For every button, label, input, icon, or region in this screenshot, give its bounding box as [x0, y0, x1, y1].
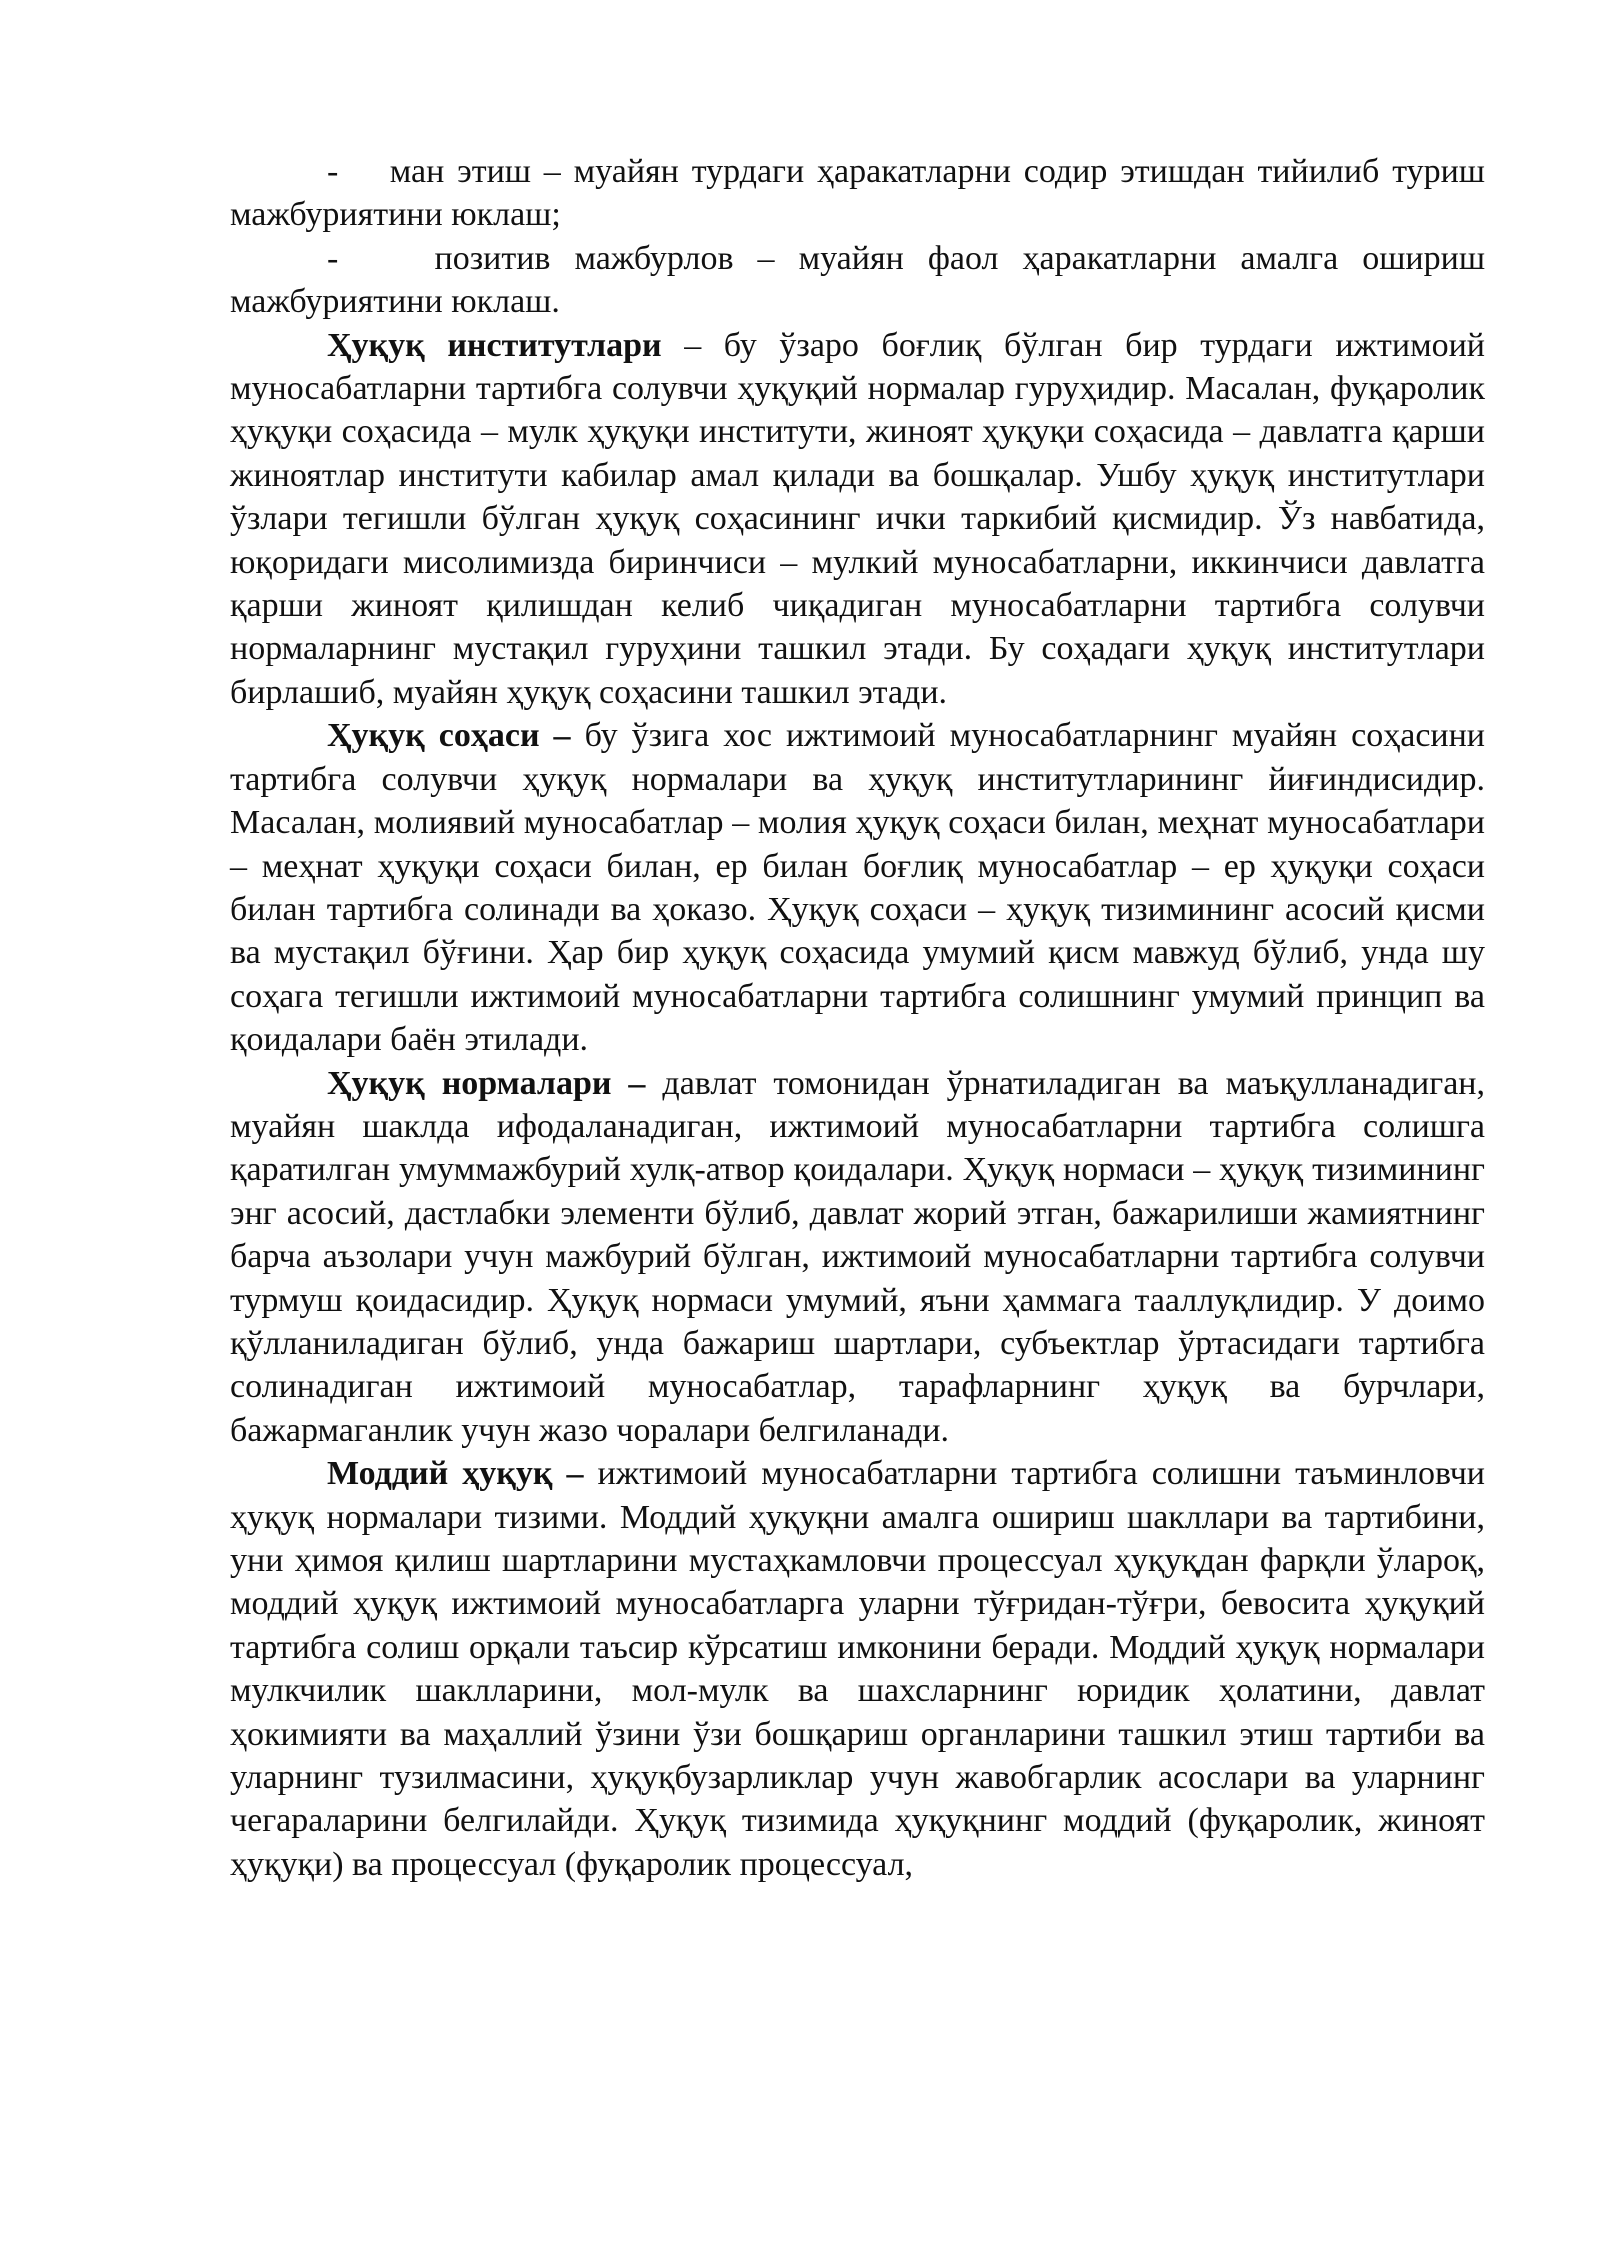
term-heading: Ҳуқуқ институтлари — [327, 326, 662, 364]
list-marker: - — [327, 239, 339, 277]
document-page — [230, 150, 1485, 1886]
paragraph-substantive-law — [230, 1452, 1485, 1886]
paragraph-branch-of-law — [230, 714, 1485, 1061]
term-heading: Ҳуқуқ соҳаси – — [327, 717, 571, 755]
paragraph-text: – бу ўзаро боғлиқ бўлган бир турдаги ижтимоий муносабатларни тартибга солувчи ҳуқуқий нормалар гуруҳидир. Масалан, фуқаролик ҳуқуқи соҳасида – мулк ҳуқуқи институти, жиноят ҳуқуқи соҳасида – давлатга қарши жиноятлар институти кабилар амал қилади ва бошқалар. Ушбу ҳуқуқ институтлари ўзлари тегишли бўлган ҳуқуқ соҳасининг ички таркибий қисмидир. Ўз навбатида, юқоридаги мисолимизда биринчиси – мулкий муносабатларни, иккинчиси давлатга қарши жиноят қилишдан келиб чиқадиган муносабатларни тартибга солувчи нормаларнинг мустақил гуруҳини ташкил этади. Бу соҳадаги ҳуқуқ институтлари бирлашиб, муайян ҳуқуқ соҳасини ташкил этади. — [230, 326, 1485, 711]
term-heading: Моддий ҳуқуқ – — [327, 1455, 584, 1493]
list-item — [230, 237, 1485, 324]
list-item-text: ман этиш – муайян турдаги ҳаракатларни содир этишдан тийилиб туриш мажбуриятини юклаш; — [230, 153, 1485, 234]
paragraph-legal-institutions — [230, 324, 1485, 715]
list-item — [230, 150, 1485, 237]
paragraph-legal-norms — [230, 1062, 1485, 1453]
list-item-text: позитив мажбурлов – муайян фаол ҳаракатларни амалга ошириш мажбуриятини юклаш. — [230, 239, 1486, 321]
paragraph-text: ижтимоий муносабатларни тартибга солишни таъминловчи ҳуқуқ нормалари тизими. Моддий ҳуқуқни амалга ошириш шакллари ва тартибини, уни ҳимоя қилиш шартларини мустаҳкамловчи процессуал ҳуқуқдан фарқли ўлароқ, моддий ҳуқуқ ижтимоий муносабатларга уларни тўғридан-тўғри, бевосита ҳуқуқий тартибга солиш орқали таъсир кўрсатиш имконини беради. Моддий ҳуқуқ нормалари мулкчилик шаклларини, мол-мулк ва шахсларнинг юридик ҳолатини, давлат ҳокимияти ва маҳаллий ўзини ўзи бошқариш органларини ташкил этиш тартиби ва уларнинг тузилмасини, ҳуқуқбузарликлар учун жавобгарлик асослари ва уларнинг чегараларини белгилайди. Ҳуқуқ тизимида ҳуқуқнинг моддий (фуқаролик, жиноят ҳуқуқи) ва процессуал (фуқаролик процессуал, — [230, 1455, 1486, 1883]
paragraph-text: давлат томонидан ўрнатиладиган ва маъқулланадиган, муайян шаклда ифодаланадиган, ижтимоий муносабатларни тартибга солишга қаратилган умуммажбурий хулқ-атвор қоидалари. Ҳуқуқ нормаси – ҳуқуқ тизимининг энг асосий, дастлабки элементи бўлиб, давлат жорий этган, бажарилиши жамиятнинг барча аъзолари учун мажбурий бўлган, ижтимоий муносабатларни тартибга солувчи турмуш қоидасидир. Ҳуқуқ нормаси умумий, яъни ҳаммага тааллуқлидир. У доимо қўлланиладиган бўлиб, унда бажариш шартлари, субъектлар ўртасидаги тартибга солинадиган ижтимоий муносабатлар, тарафларнинг ҳуқуқ ва бурчлари, бажармаганлик учун жазо чоралари белгиланади. — [230, 1064, 1485, 1449]
paragraph-text: бу ўзига хос ижтимоий муносабатларнинг муайян соҳасини тартибга солувчи ҳуқуқ нормалари ва ҳуқуқ институтларининг йиғиндисидир. Масалан, молиявий муносабатлар – молия ҳуқуқ соҳаси билан, меҳнат муносабатлари – меҳнат ҳуқуқи соҳаси билан, ер билан боғлиқ муносабатлар – ер ҳуқуқи соҳаси билан тартибга солинади ва ҳоказо. Ҳуқуқ соҳаси – ҳуқуқ тизимининг асосий қисми ва мустақил бўғини. Ҳар бир ҳуқуқ соҳасида умумий қисм мавжуд бўлиб, унда шу соҳага тегишли ижтимоий муносабатларни тартибга солишнинг умумий принцип ва қоидалари баён этилади. — [230, 717, 1485, 1059]
list-marker: - — [327, 153, 339, 190]
term-heading: Ҳуқуқ нормалари – — [327, 1064, 646, 1102]
